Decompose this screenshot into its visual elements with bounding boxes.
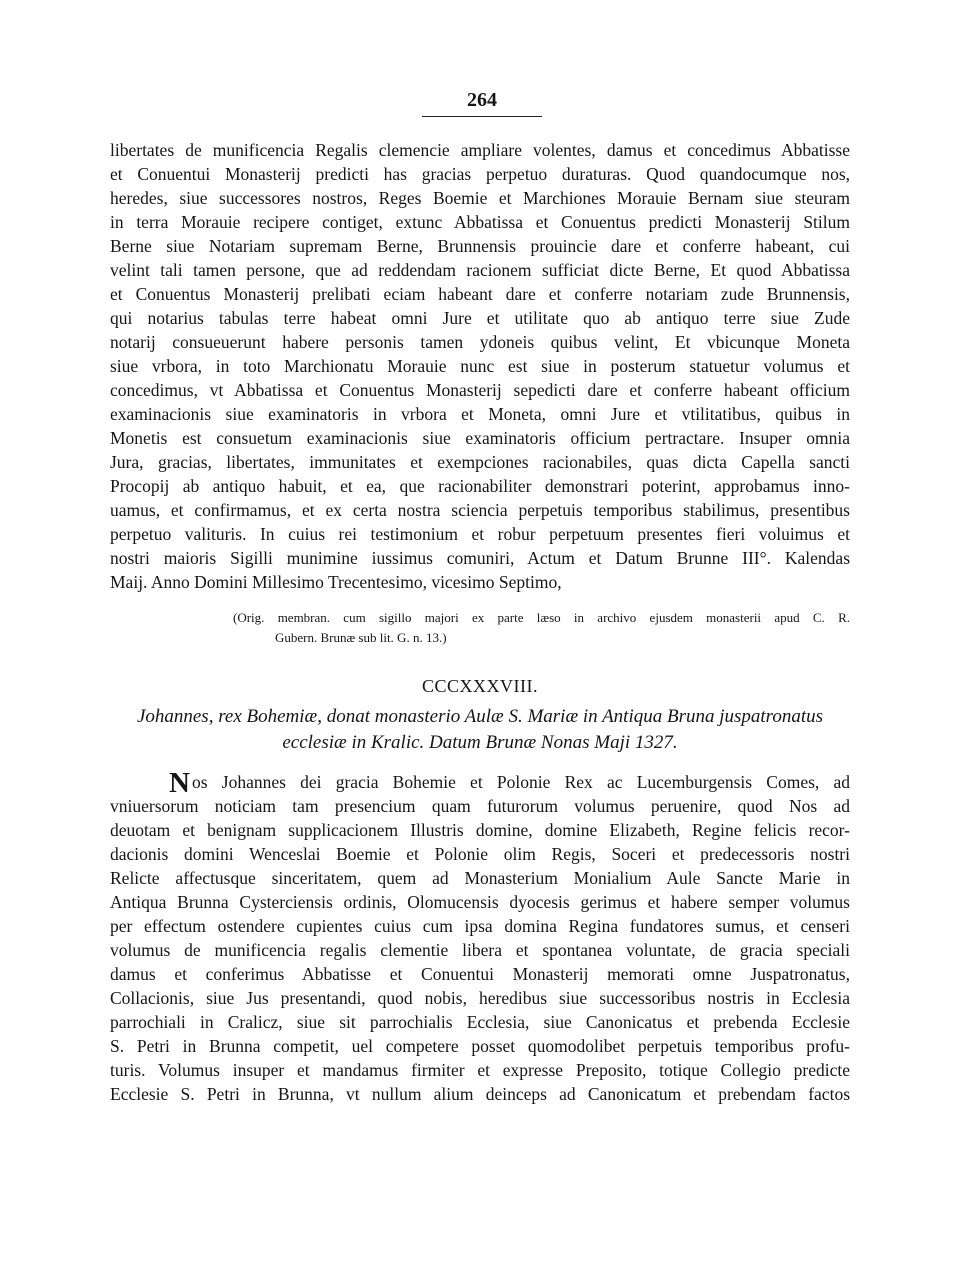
page-number-rule xyxy=(422,116,542,117)
document-number: CCCXXXVIII. xyxy=(422,676,538,696)
text-line: S. Petri in Brunna competit, uel competere posset quomodolibet perpetuis temporibus profu- xyxy=(110,1036,850,1056)
text-line: siue vrbora, in toto Marchionatu Morauie nunc est siue in posterum statuetur volumus et xyxy=(110,356,850,376)
text-line: libertates de munificencia Regalis clemencie ampliare volentes, damus et concedimus Abbatisse xyxy=(110,140,850,160)
text-line: heredes, siue successores nostros, Reges Boemie et Marchiones Morauie Bernam siue steuram xyxy=(110,188,850,208)
title-line: Johannes, rex Bohemiæ, donat monasterio Aulæ S. Mariæ in Antiqua Bruna juspatronatus xyxy=(136,706,824,727)
text-line: dacionis domini Wenceslai Boemie et Polonie olim Regis, Soceri et predecessoris nostri xyxy=(110,844,850,864)
note-line: Gubern. Brunæ sub lit. G. n. 13.) xyxy=(275,630,447,645)
text-line: et Conuentui Monasterij predicti has gracias perpetuo duraturas. Quod quandocumque nos, xyxy=(110,164,850,184)
title-line: ecclesiæ in Kralic. Datum Brunæ Nonas Maji 1327. xyxy=(282,732,678,753)
text-line: Monetis est consuetum examinacionis siue examinatoris officium pertractare. Insuper omnia xyxy=(110,428,850,448)
text-line: perpetuo valituris. In cuius rei testimonium et robur perpetuum presentes fieri voluimus et xyxy=(110,524,850,544)
text-line: Antiqua Brunna Cysterciensis ordinis, Olomucensis dyocesis gerimus et habere semper volumus xyxy=(110,892,850,912)
text-line: Relicte affectusque sinceritatem, quem ad Monasterium Monialium Aule Sancte Marie in xyxy=(110,868,850,888)
text-line: Procopij ab antiquo habuit, et ea, que racionabiliter demonstrari poterint, approbamus inno- xyxy=(110,476,850,496)
text-line: os Johannes dei gracia Bohemie et Polonie Rex ac Lucemburgensis Comes, ad xyxy=(192,772,850,792)
text-line: examinacionis siue examinatoris in vrbora et Moneta, omni Jure et vtilitatibus, quibus in xyxy=(110,404,850,424)
initial-letter: N xyxy=(169,767,190,799)
text-line: parrochiali in Cralicz, siue sit parrochialis Ecclesia, siue Canonicatus et prebenda Ecclesie xyxy=(110,1012,850,1032)
text-line: Maij. Anno Domini Millesimo Trecentesimo, vicesimo Septimo, xyxy=(110,572,562,592)
text-line: uamus, et confirmamus, et ex certa nostra sciencia perpetuis temporibus stabilimus, presentibus xyxy=(110,500,850,520)
text-line: et Conuentus Monasterij prelibati eciam habeant dare et conferre notariam zude Brunnensis, xyxy=(110,284,850,304)
text-line: concedimus, vt Abbatissa et Conuentus Monasterij sepedicti dare et conferre habeant officium xyxy=(110,380,850,400)
text-line: damus et conferimus Abbatisse et Conuentui Monasterij memorati omne Juspatronatus, xyxy=(110,964,850,984)
text-line: volumus de munificencia regalis clementie libera et spontanea voluntate, de gracia speciali xyxy=(110,940,850,960)
text-line: nostri maioris Sigilli munimine iussimus comuniri, Actum et Datum Brunne III°. Kalendas xyxy=(110,548,850,568)
text-line: velint tali tamen persone, que ad reddendam racionem sufficiat dicte Berne, Et quod Abbatissa xyxy=(110,260,850,280)
text-line: per effectum ostendere cupientes cuius cum ipsa domina Regina fundatores sumus, et censeri xyxy=(110,916,850,936)
text-line: Ecclesie S. Petri in Brunna, vt nullum alium deinceps ad Canonicatum et prebendam factos xyxy=(110,1084,850,1104)
text-line: Jura, gracias, libertates, immunitates et exempciones racionabiles, quas dicta Capella sancti xyxy=(110,452,850,472)
text-line: vniuersorum noticiam tam presencium quam futurorum volumus peruenire, quod Nos ad xyxy=(110,796,850,816)
text-line: Collacionis, siue Jus presentandi, quod nobis, heredibus siue successoribus nostris in Ecclesia xyxy=(110,988,850,1008)
page-number: 264 xyxy=(467,89,497,111)
text-line: notarij consueuerunt habere personis tamen ydoneis quibus velint, Et vbicunque Moneta xyxy=(110,332,850,352)
note-line: (Orig. membran. cum sigillo majori ex parte læso in archivo ejusdem monasterii apud C. R. xyxy=(233,610,850,625)
text-line: Berne siue Notariam supremam Berne, Brunnensis prouincie dare et conferre habeant, cui xyxy=(110,236,850,256)
text-line: turis. Volumus insuper et mandamus firmiter et expresse Preposito, totique Collegio predicte xyxy=(110,1060,850,1080)
text-line: in terra Morauie recipere contiget, extunc Abbatissa et Conuentus predicti Monasterij Stilum xyxy=(110,212,850,232)
text-line: qui notarius tabulas terre habeat omni Jure et utilitate quo ab antiquo terre siue Zude xyxy=(110,308,850,328)
text-line: deuotam et benignam supplicacionem Illustris domine, domine Elizabeth, Regine felicis recor- xyxy=(110,820,850,840)
